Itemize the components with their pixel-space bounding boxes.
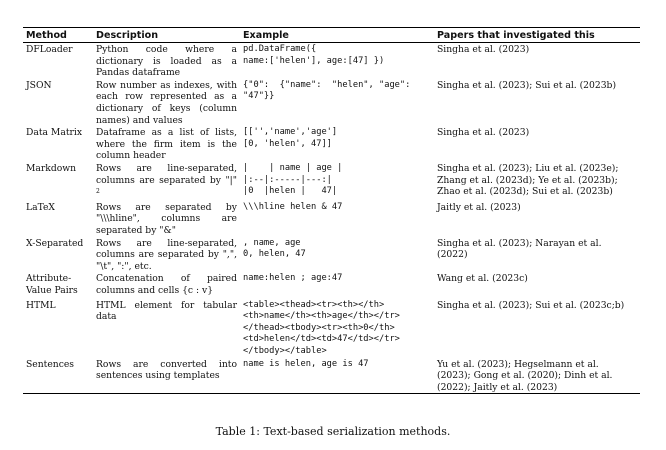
papers-cell <box>434 201 640 237</box>
papers-line: Singha et al. (2023); Sui et al. (2023b) <box>437 79 617 91</box>
papers-line: Singha et al. (2023) <box>437 127 530 139</box>
footnote-marker: 2 <box>96 188 100 196</box>
description-cell <box>93 126 240 162</box>
method-cell: Attribute-Value Pairs <box>26 273 78 296</box>
papers-line: Jaitly et al. (2023) <box>437 201 521 213</box>
papers-cell <box>434 358 640 394</box>
table-row <box>23 126 640 162</box>
description-cell <box>93 237 240 273</box>
example-line: [['','name','age'] <box>243 127 338 138</box>
example-line: <table><thead><tr><th></th> <box>243 299 385 310</box>
example-line: 0, helen, 47 <box>243 249 306 260</box>
example-cell <box>240 126 434 162</box>
description-text: Rows are line-separated, columns are separated by ",", "\t", ":", etc. <box>96 237 237 272</box>
description-cell <box>93 79 240 126</box>
papers-cell <box>434 79 640 126</box>
papers-line: Singha et al. (2023); Narayan et al. <box>437 237 602 249</box>
example-cell <box>240 299 434 358</box>
method-cell: HTML <box>26 299 56 311</box>
papers-cell <box>434 299 640 358</box>
description-cell <box>93 201 240 237</box>
papers-line: (2022) <box>437 249 468 261</box>
header-method: Method <box>26 30 67 41</box>
papers-line: Singha et al. (2023); Liu et al. (2023e); <box>437 162 619 174</box>
table-header <box>23 28 640 43</box>
header-row <box>23 28 640 43</box>
header-papers: Papers that investigated this <box>437 30 595 41</box>
example-line: {"0": {"name": "helen", "age": <box>243 79 411 90</box>
method-cell: JSON <box>26 79 52 91</box>
method-cell: DFLoader <box>26 44 73 55</box>
example-cell <box>240 162 434 201</box>
example-line: | | name | age | <box>243 162 343 173</box>
papers-cell <box>434 162 640 201</box>
table-row <box>23 299 640 358</box>
table-row <box>23 43 640 79</box>
table-row <box>23 162 640 201</box>
papers-line: Singha et al. (2023) <box>437 44 530 55</box>
example-cell <box>240 79 434 126</box>
method-cell: LaTeX <box>26 201 55 213</box>
description-text: HTML element for tabular data <box>96 299 237 323</box>
table-caption: Table 1: Text-based serialization methods. <box>215 425 451 438</box>
example-line: <th>name</th><th>age</th></tr> <box>243 311 400 322</box>
table-row <box>23 237 640 273</box>
description-text: Python code where a dictionary is loaded as a Pandas dataframe <box>96 44 237 79</box>
example-line: </thead><tbody><tr><th>0</th> <box>243 322 395 333</box>
example-line: name:helen ; age:47 <box>243 273 343 284</box>
papers-line: (2022); Jaitly et al. (2023) <box>437 381 558 393</box>
papers-line: Singha et al. (2023); Sui et al. (2023c;b) <box>437 299 625 311</box>
description-cell <box>93 43 240 79</box>
papers-line: Zhao et al. (2023d); Sui et al. (2023b) <box>437 186 613 198</box>
example-line: |:--|:-----|---:| <box>243 174 332 185</box>
description-text: Rows are line-separated, columns are separated by "|" <box>96 162 237 186</box>
description-cell <box>93 358 240 394</box>
example-line: \\\hline helen & 47 <box>243 201 343 212</box>
papers-cell <box>434 272 640 298</box>
example-line: [0, 'helen', 47]] <box>243 138 332 149</box>
table-row <box>23 201 640 237</box>
example-line: name is helen, age is 47 <box>243 358 369 369</box>
papers-cell <box>434 126 640 162</box>
papers-line: Wang et al. (2023c) <box>437 273 528 285</box>
example-cell <box>240 237 434 273</box>
papers-cell <box>434 237 640 273</box>
papers-line: Yu et al. (2023); Hegselmann et al. <box>437 358 599 370</box>
header-description: Description <box>96 30 159 41</box>
example-cell <box>240 43 434 79</box>
example-line: , name, age <box>243 237 301 248</box>
method-cell: X-Separated <box>26 237 84 249</box>
method-cell: Data Matrix <box>26 127 83 139</box>
example-cell <box>240 201 434 237</box>
example-line: </tbody></table> <box>243 345 327 356</box>
example-line: "47"}} <box>243 91 275 102</box>
example-line: pd.DataFrame({ <box>243 44 317 54</box>
description-text: Row number as indexes, with each row represented as a dictionary of keys (column names) and values <box>96 79 237 126</box>
description-cell <box>93 272 240 298</box>
table-row <box>23 272 640 298</box>
example-cell <box>240 272 434 298</box>
example-line: <td>helen</td><td>47</td></tr> <box>243 334 400 345</box>
example-line: name:['helen'], age:[47] }) <box>243 55 385 66</box>
method-cell: Sentences <box>26 358 74 370</box>
description-text: Dataframe as a list of lists, where the firm item is the column header <box>96 127 237 162</box>
table-row <box>23 79 640 126</box>
table-body <box>23 43 640 394</box>
description-cell <box>93 299 240 358</box>
serialization-table-container <box>23 27 640 394</box>
papers-cell <box>434 43 640 79</box>
papers-line: Zhang et al. (2023d); Ye et al. (2023b); <box>437 174 618 186</box>
papers-line: (2023); Gong et al. (2020); Dinh et al. <box>437 370 613 382</box>
example-cell <box>240 358 434 394</box>
example-line: |0 |helen | 47| <box>243 186 338 197</box>
description-text: Rows are converted into sentences using templates <box>96 358 237 382</box>
method-cell: Markdown <box>26 162 77 174</box>
table-row <box>23 358 640 394</box>
description-text: Rows are separated by "\\\hline", columns are separated by "&" <box>96 201 237 236</box>
description-text: Concatenation of paired columns and cells {c : v} <box>96 273 237 296</box>
header-example: Example <box>243 30 289 41</box>
serialization-table <box>23 27 640 394</box>
description-cell <box>93 162 240 201</box>
